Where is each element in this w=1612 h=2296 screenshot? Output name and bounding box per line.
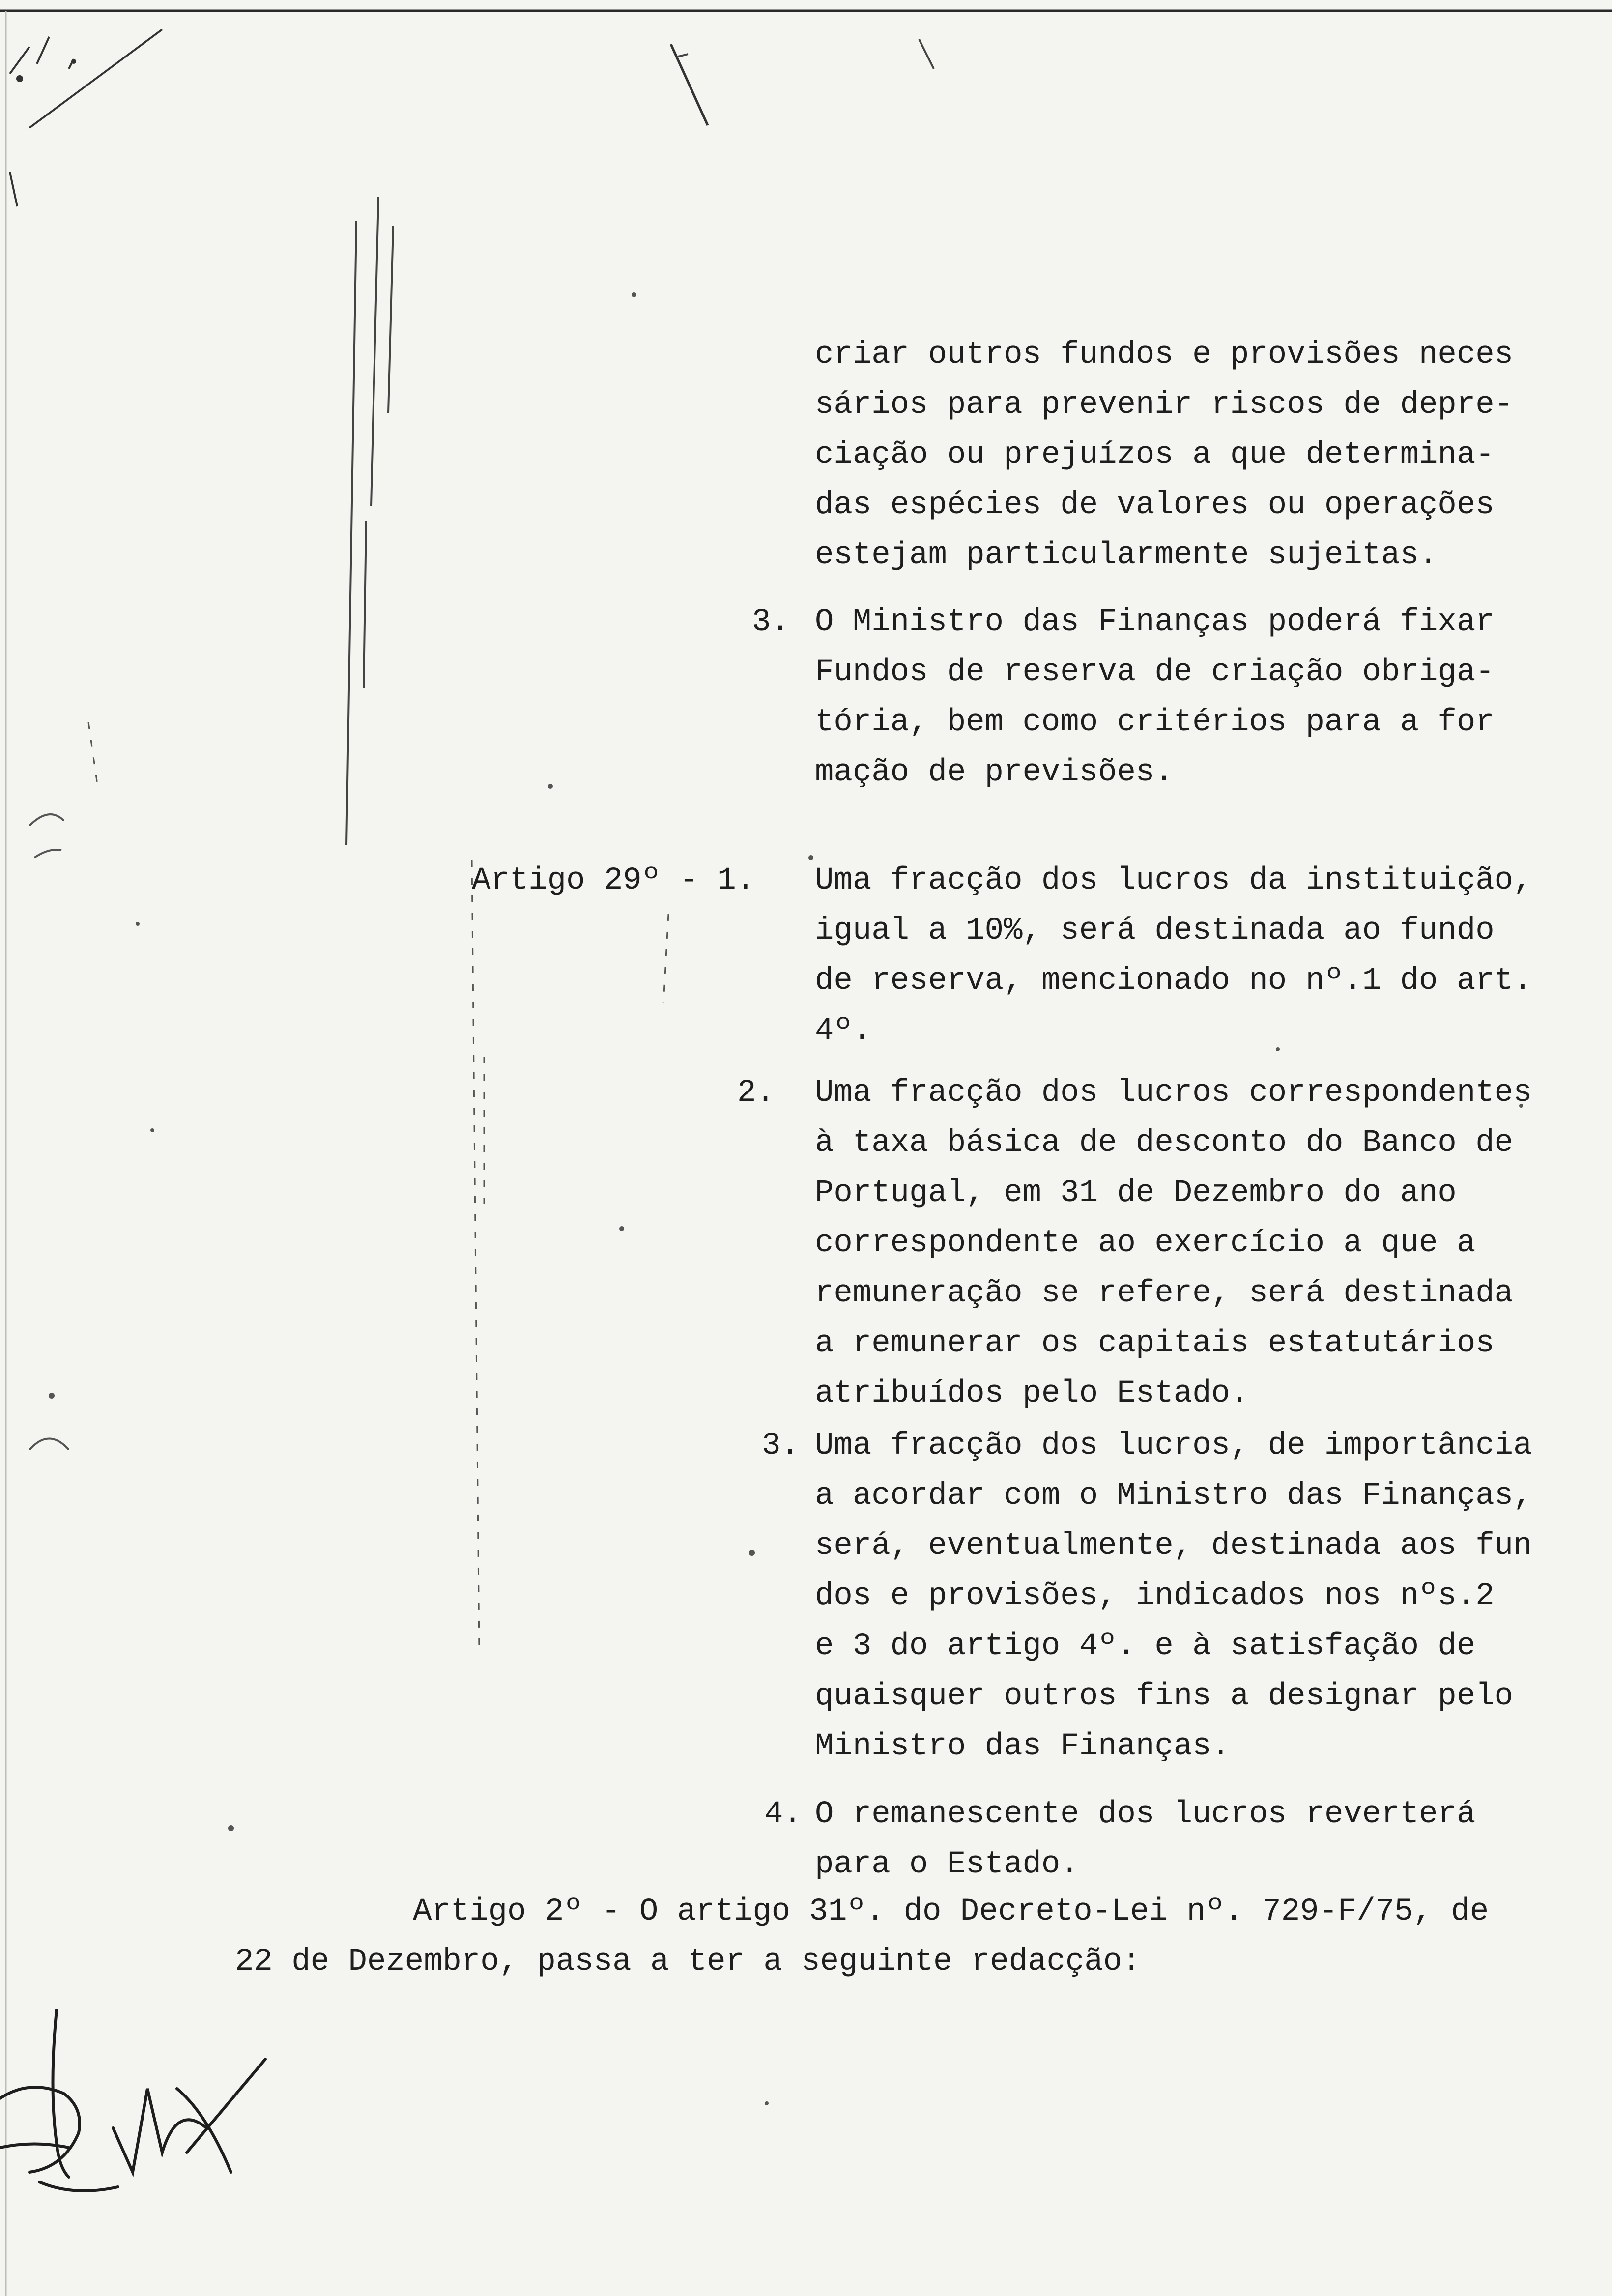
text-line: quaisquer outros fins a designar pelo: [815, 1679, 1514, 1714]
article-label: Artigo 29º - 1.: [472, 863, 755, 898]
item-number: 2.: [737, 1075, 775, 1111]
text-line: estejam particularmente sujeitas.: [815, 538, 1438, 573]
punch-hole-arc: [34, 850, 61, 858]
text-line: será, eventualmente, destinada aos fun: [815, 1528, 1532, 1564]
item-number: 3.: [762, 1428, 800, 1464]
text-line: Fundos de reserva de criação obriga-: [815, 655, 1495, 690]
text-line: mação de previsões.: [815, 755, 1174, 790]
text-line: ciação ou prejuízos a que determina-: [815, 437, 1495, 473]
text-line: remuneração se refere, será destinada: [815, 1276, 1514, 1311]
text-line: dos e provisões, indicados nos nºs.2: [815, 1578, 1495, 1614]
text-line: das espécies de valores ou operações: [815, 488, 1495, 523]
text-line: e 3 do artigo 4º. e à satisfação de: [815, 1629, 1476, 1664]
text-line: Uma fracção dos lucros correspondentes: [815, 1075, 1532, 1111]
text-line: para o Estado.: [815, 1847, 1079, 1882]
handwritten-signature: [0, 2010, 265, 2191]
text-line: criar outros fundos e provisões neces: [815, 337, 1514, 373]
text-line: Artigo 2º - O artigo 31º. do Decreto-Lei nº. 729-F/75, de: [413, 1894, 1489, 1929]
text-line: Portugal, em 31 de Dezembro do ano: [815, 1176, 1457, 1211]
top-mark-small: [678, 39, 934, 69]
text-line: de reserva, mencionado no nº.1 do art.: [815, 963, 1532, 999]
text-line: Ministro das Finanças.: [815, 1729, 1230, 1764]
text-line: sários para prevenir riscos de depre-: [815, 387, 1514, 423]
corner-dot: [16, 75, 23, 82]
item-number: 3.: [752, 604, 790, 640]
corner-dot: [71, 59, 76, 64]
text-line: a remunerar os capitais estatutários: [815, 1326, 1495, 1361]
text-line: atribuídos pelo Estado.: [815, 1376, 1249, 1411]
top-diagonal-mark: [671, 44, 708, 125]
item-number: 4.: [764, 1797, 802, 1832]
punch-hole-arc: [29, 814, 64, 826]
text-line: tória, bem como critérios para a for: [815, 705, 1495, 740]
text-line: igual a 10%, será destinada ao fundo: [815, 913, 1495, 948]
text-line: 4º.: [815, 1013, 872, 1049]
punch-hole-arc: [29, 1439, 69, 1450]
text-line: Uma fracção dos lucros, de importância: [815, 1428, 1532, 1464]
text-line: O remanescente dos lucros reverterá: [815, 1797, 1476, 1832]
text-line: Uma fracção dos lucros da instituição,: [815, 863, 1532, 898]
text-line: à taxa básica de desconto do Banco de: [815, 1125, 1514, 1161]
left-margin-stroke: [346, 197, 393, 845]
text-line: a acordar com o Ministro das Finanças,: [815, 1478, 1532, 1514]
corner-scribble: [10, 29, 162, 206]
text-line: O Ministro das Finanças poderá fixar: [815, 604, 1495, 640]
text-line: 22 de Dezembro, passa a ter a seguinte redacção:: [235, 1944, 1141, 1980]
text-line: correspondente ao exercício a que a: [815, 1226, 1476, 1261]
